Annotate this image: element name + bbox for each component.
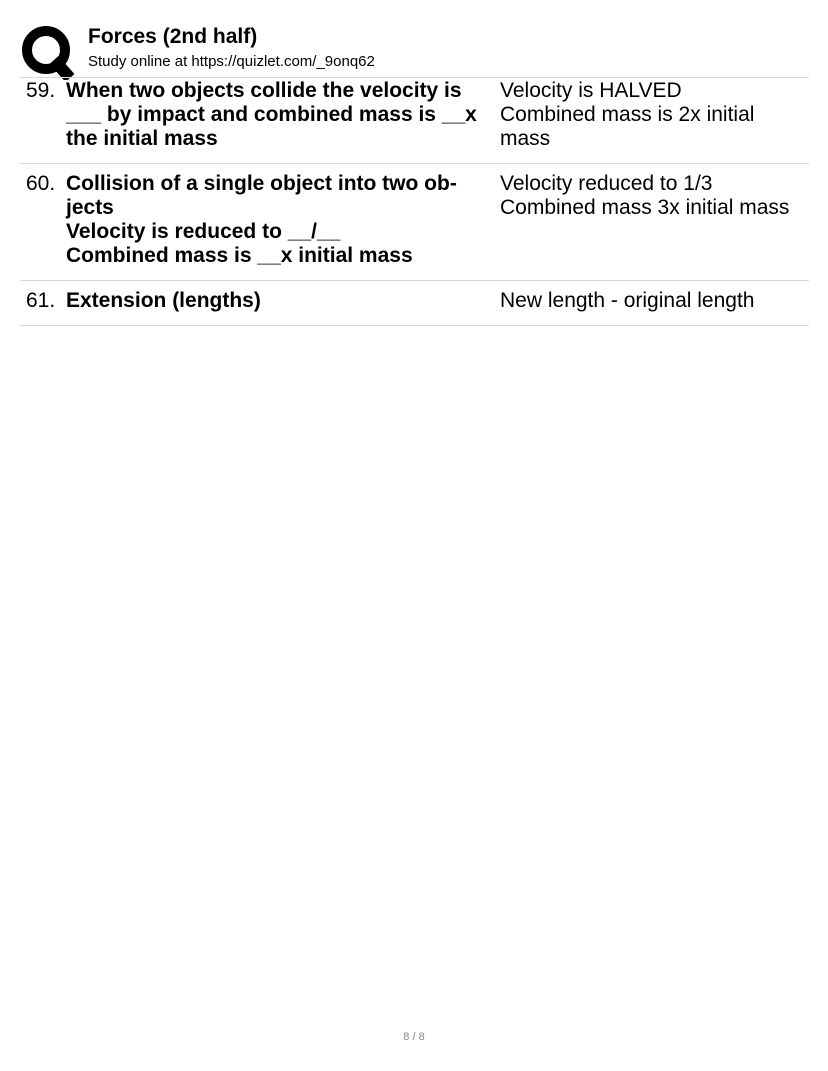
flashcard-row — [20, 164, 809, 281]
card-definition: Velocity is HALVED Combined mass is 2x initial mass — [500, 79, 755, 150]
set-title: Forces (2nd half) — [88, 25, 258, 48]
card-term: Extension (lengths) — [66, 289, 261, 312]
flashcard-list — [20, 78, 809, 326]
card-number: 60. — [26, 172, 56, 195]
card-term: When two objects collide the velocity is ___ by impact and combined mass is __x the initial mass — [66, 79, 477, 150]
quizlet-logo-icon — [20, 24, 76, 80]
card-number: 59. — [26, 79, 56, 102]
page-header — [20, 22, 810, 76]
study-url: Study online at https://quizlet.com/_9onq62 — [88, 53, 375, 70]
card-number: 61. — [26, 289, 56, 312]
page-indicator: 8 / 8 — [403, 1031, 425, 1043]
flashcard-row — [20, 281, 809, 326]
card-definition: New length - original length — [500, 289, 755, 312]
card-definition: Velocity reduced to 1/3 Combined mass 3x initial mass — [500, 172, 790, 219]
card-term: Collision of a single object into two ob- jects Velocity is reduced to __/__ Combined mass is __x initial mass — [66, 172, 457, 267]
flashcard-row — [20, 78, 809, 164]
